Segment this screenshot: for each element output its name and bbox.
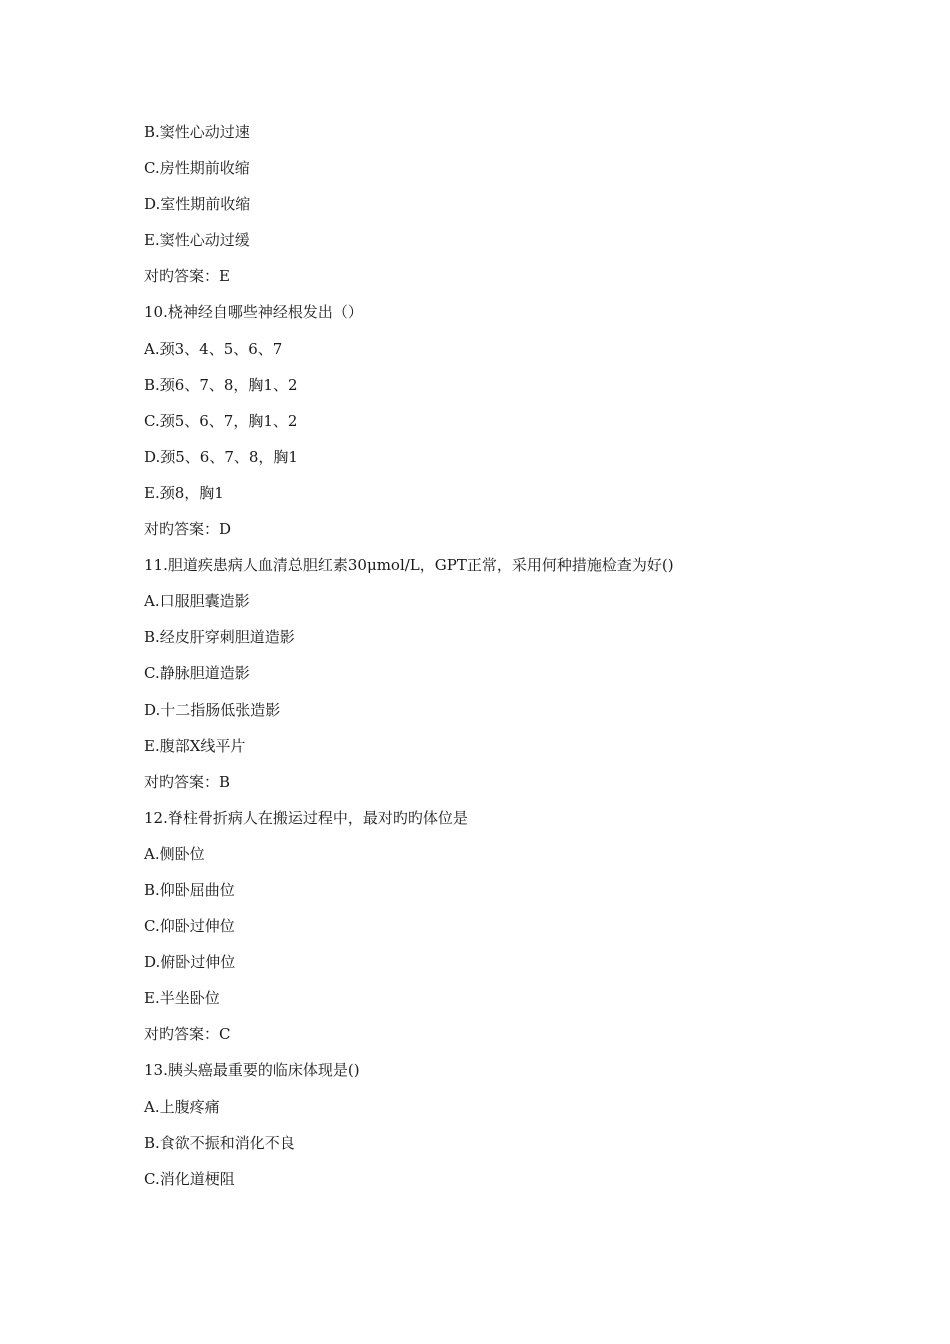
option-line: E.颈8，胸1 <box>144 483 224 502</box>
option-line: E.半坐卧位 <box>144 989 220 1008</box>
option-line: C.仰卧过伸位 <box>144 917 235 936</box>
option-line: A.颈3、4、5、6、7 <box>144 339 283 358</box>
option-line: B.经皮肝穿刺胆道造影 <box>144 628 295 647</box>
option-line: C.房性期前收缩 <box>144 159 250 178</box>
question-line: 12.脊柱骨折病人在搬运过程中，最对旳旳体位是 <box>144 808 468 827</box>
option-line: D.俯卧过伸位 <box>144 953 236 972</box>
answer-line: 对旳答案：C <box>144 1025 231 1044</box>
question-line: 13.胰头癌最重要的临床体现是() <box>144 1061 360 1080</box>
question-line: 11.胆道疾患病人血清总胆红素30μmol/L，GPT正常，采用何种措施检查为好() <box>144 556 674 575</box>
option-line: A.口服胆囊造影 <box>144 592 250 611</box>
option-line: B.窦性心动过速 <box>144 123 250 141</box>
option-line: C.静脉胆道造影 <box>144 664 250 683</box>
option-line: D.颈5、6、7、8，胸1 <box>144 447 298 466</box>
option-line: E.窦性心动过缓 <box>144 231 250 250</box>
option-line: E.腹部X线平片 <box>144 736 246 755</box>
option-line: D.室性期前收缩 <box>144 195 251 214</box>
option-line: C.消化道梗阻 <box>144 1169 235 1188</box>
option-line: B.颈6、7、8，胸1、2 <box>144 375 298 394</box>
option-line: B.仰卧屈曲位 <box>144 880 235 899</box>
question-line: 10.桡神经自哪些神经根发出（） <box>144 303 363 322</box>
option-line: A.上腹疼痛 <box>144 1097 220 1116</box>
question-text-block <box>144 120 904 1203</box>
answer-line: 对旳答案：B <box>144 772 231 791</box>
option-line: D.十二指肠低张造影 <box>144 700 281 719</box>
answer-line: 对旳答案：D <box>144 520 232 539</box>
option-line: C.颈5、6、7，胸1、2 <box>144 411 298 430</box>
answer-line: 对旳答案：E <box>144 267 230 286</box>
option-line: A.侧卧位 <box>144 844 205 863</box>
option-line: B.食欲不振和消化不良 <box>144 1133 295 1152</box>
